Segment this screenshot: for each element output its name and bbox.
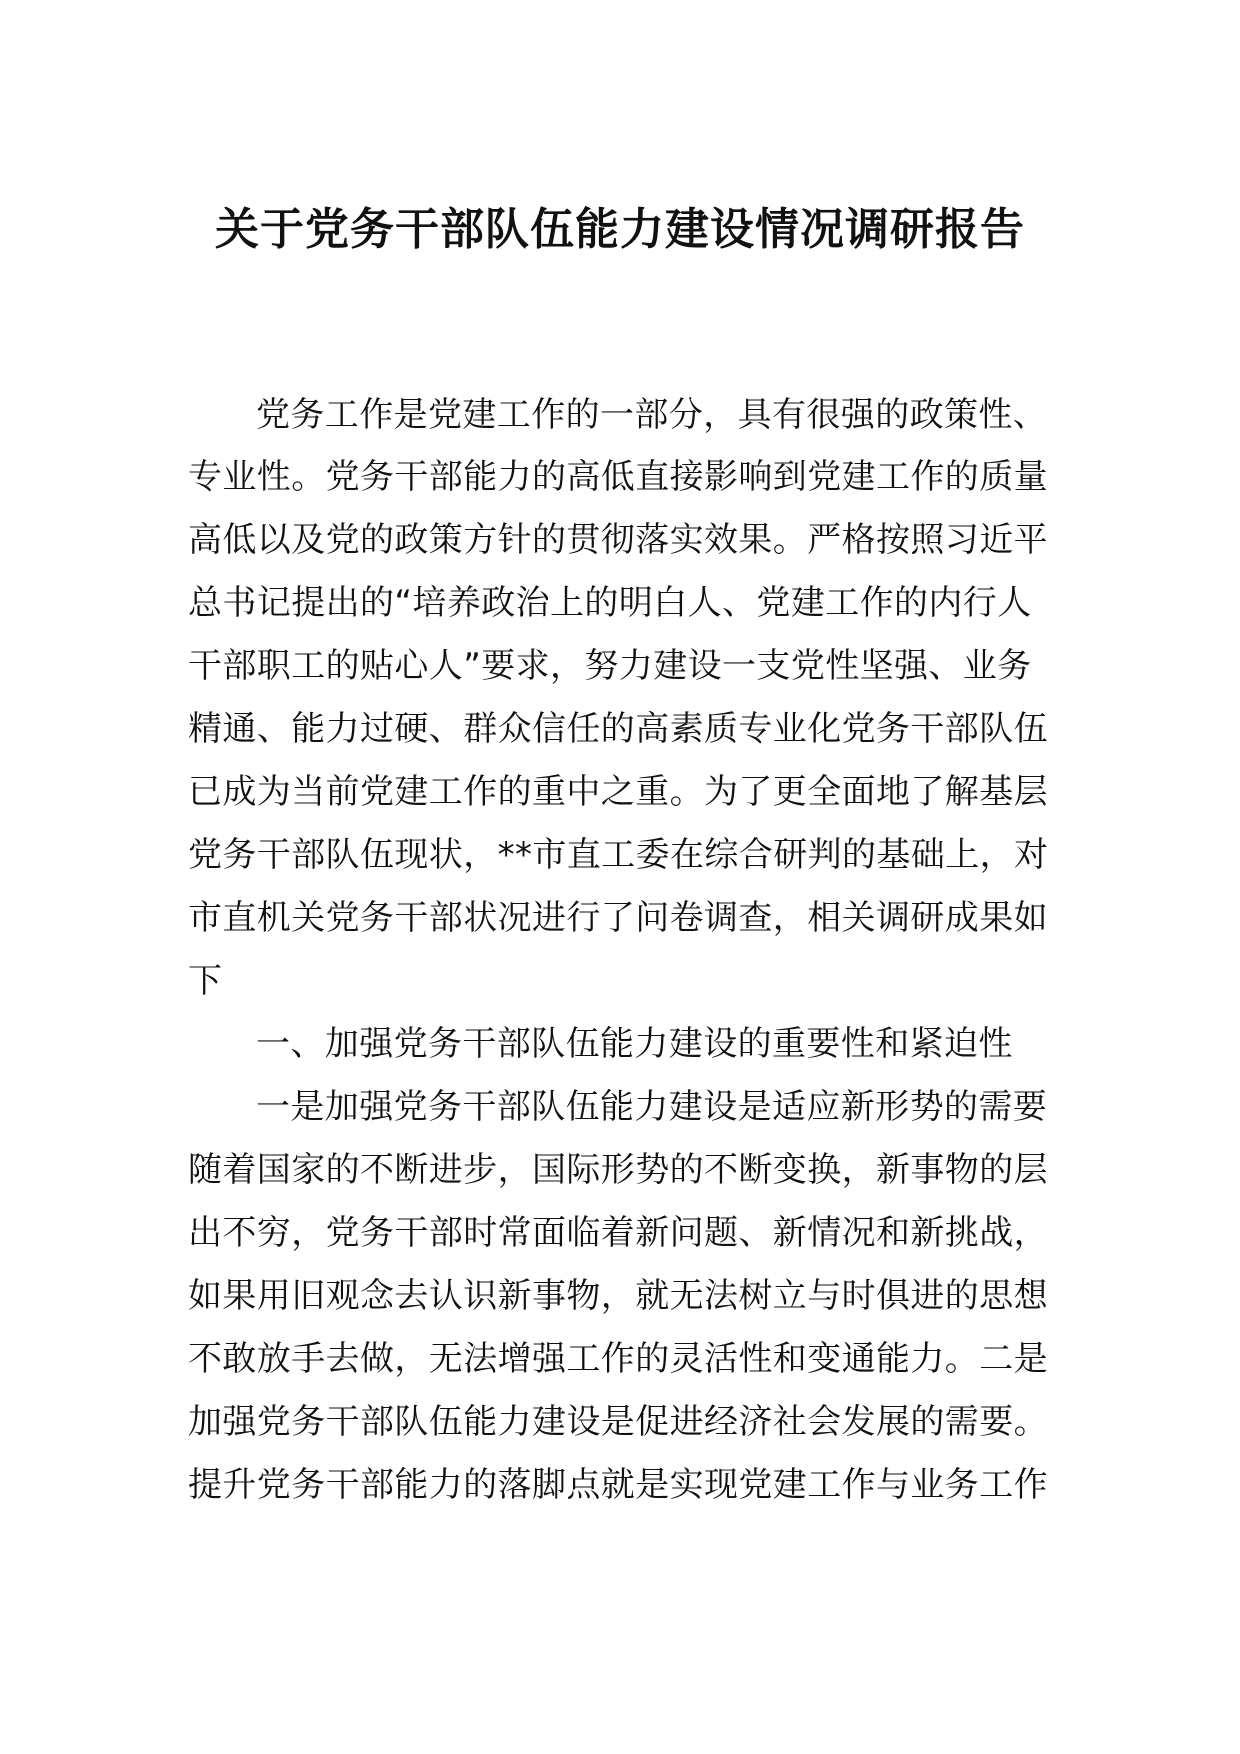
text-line: 已成为当前党建工作的重中之重。为了更全面地了解基层 [188, 772, 1048, 812]
text-line: 精通、能力过硬、群众信任的高素质专业化党务干部队伍 [188, 709, 1048, 749]
section-heading: 一、加强党务干部队伍能力建设的重要性和紧迫性 [256, 1024, 1013, 1064]
text-line: 党务干部队伍现状，**市直工委在综合研判的基础上，对 [188, 835, 1049, 875]
text-line: 不敢放手去做，无法增强工作的灵活性和变通能力。二是 [188, 1339, 1048, 1379]
text-line: 干部职工的贴心人”要求，努力建设一支党性坚强、业务 [188, 646, 1032, 686]
text-line: 总书记提出的“培养政治上的明白人、党建工作的内行人 [188, 583, 1032, 623]
text-line: 提升党务干部能力的落脚点就是实现党建工作与业务工作 [188, 1465, 1048, 1505]
text-line: 高低以及党的政策方针的贯彻落实效果。严格按照习近平 [188, 520, 1048, 560]
text-line: 专业性。党务干部能力的高低直接影响到党建工作的质量 [188, 457, 1048, 497]
document-title: 关于党务干部队伍能力建设情况调研报告 [215, 204, 1025, 255]
text-line: 党务工作是党建工作的一部分，具有很强的政策性、 [256, 395, 1048, 435]
text-line: 如果用旧观念去认识新事物，就无法树立与时俱进的思想 [188, 1276, 1048, 1316]
text-line: 出不穷，党务干部时常面临着新问题、新情况和新挑战， [188, 1213, 1048, 1253]
text-line: 加强党务干部队伍能力建设是促进经济社会发展的需要。 [188, 1402, 1048, 1442]
text-line: 市直机关党务干部状况进行了问卷调查，相关调研成果如 [188, 898, 1048, 938]
text-line: 一是加强党务干部队伍能力建设是适应新形势的需要 [256, 1087, 1048, 1127]
text-line: 下 [188, 961, 223, 1001]
text-line: 随着国家的不断进步，国际形势的不断变换，新事物的层 [188, 1150, 1048, 1190]
